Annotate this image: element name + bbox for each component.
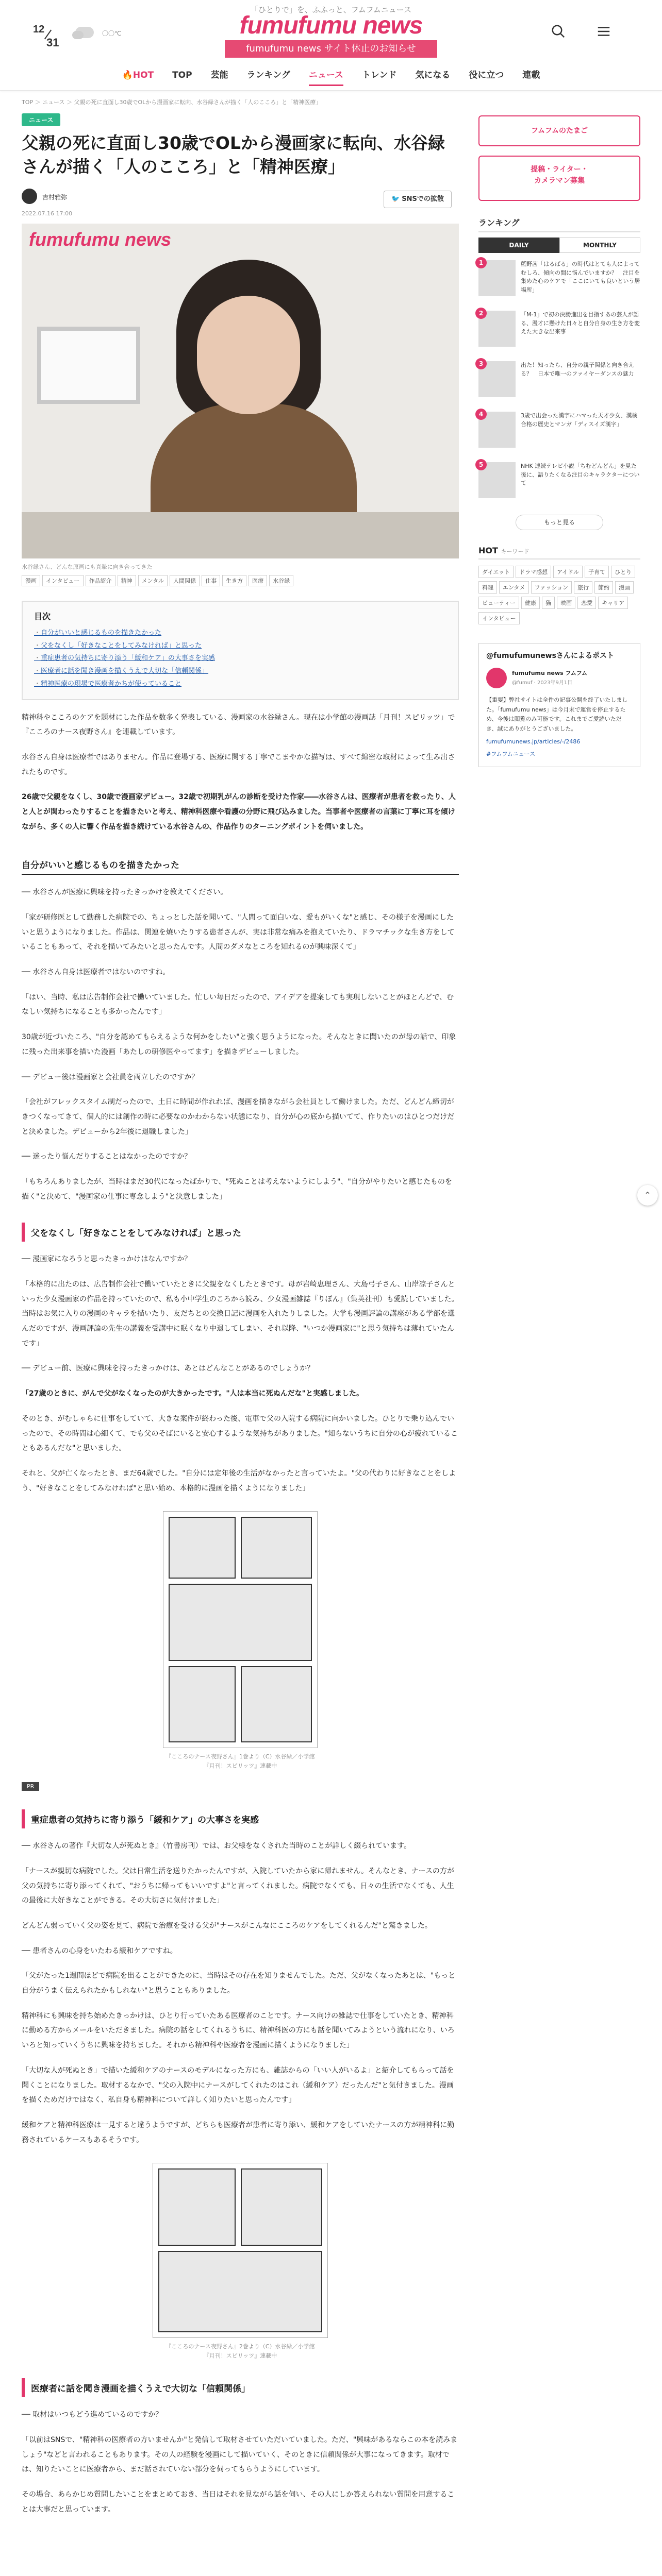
tag[interactable]: 仕事 [202,575,220,586]
keyword-tag[interactable]: ファッション [531,581,572,594]
keyword-tag[interactable]: 映画 [557,597,575,609]
ranking-item[interactable]: 3 出た！知ったら、自分の親子関係と向き合える？ 日本で唯一のファイヤーダンスの魅力 [478,361,640,404]
main-nav [0,66,662,84]
question: ── 水谷さん自身は医療者ではないのですね。 [22,968,170,977]
nav-series[interactable]: 連載 [522,70,540,80]
manga-caption: 『月刊！スピリッツ』連載中 [203,1762,277,1770]
keyword-list [478,566,640,628]
nav-curious[interactable]: 気になる [415,70,451,80]
keyword-tag[interactable]: 猫 [542,597,555,609]
toc-item[interactable]: ・ 自分がいいと感じるものを描きたかった [34,627,446,640]
section-heading: 医療者に話を聞き漫画を描くうえで大切な「信頼関係」 [22,2378,459,2397]
section-heading: 父をなくし「好きなことをしてみなければ」と思った [22,1223,459,1242]
hot-keywords-title: HOT キーワード [478,546,640,560]
paragraph: 「はい、当時、私は広告制作会社で働いていました。忙しい毎日だったので、アイデアを提案しても実現しないことがほとんどで、むなしい気持ちになることも多かったんです」 [22,993,454,1016]
keyword-tag[interactable]: インタビュー [478,612,520,624]
paragraph: 「27歳のときに、がんで父がなくなったのが大きかったです。"人は本当に死ぬんだな"と実感しました。 [22,1389,363,1398]
question: ── 水谷さんが医療に興味を持ったきっかけを教えてください。 [22,888,228,897]
paragraph: 「父がたった1週間ほどで病院を出ることができたのに、当時はその存在を知りませんでした。ただ、父がなくなったあとは、"もっと自分がうまく伝えられたかもしれない"と思うこともありました。 [22,1972,456,1995]
hero-caption: 水谷緑さん、どんな原画にも真摯に向き合ってきた [22,564,153,571]
twitter-icon: 🐦 [391,195,400,204]
tweet-author[interactable]: fumufumu news フムフム @fumuf · 2023年9月1日 [486,668,633,692]
ranking-item[interactable]: 4 3歳で出会った漢字にハマった天才少女、漢検合格の歴史とマンガ「ディスイズ漢字」 [478,412,640,455]
paragraph: 「もちろんありましたが、当時はまだ30代になったばかりで、"死ぬことは考えないようにしよう"、"自分がやりたいと感じたものを描く"と決めて、"漫画家の仕事に専念しよう"と決意しました」 [22,1177,452,1201]
tag[interactable]: 漫画 [22,575,40,586]
paragraph: 「会社がフレックスタイム制だったので、土日に時間が作れれば、漫画を描きながら会社員として働けました。ただ、どんどん締切がきつくなってきて、個人的には創作の時に必要なのかわからない状態になり、自分が心の底から描いてて、作りたいのはひとつだけだと決めました。デビューから2年後に退職しました」 [22,1098,455,1136]
date-month: 12 [33,24,45,35]
question: ── 漫画家になろうと思ったきっかけはなんですか？ [22,1255,192,1264]
keyword-tag[interactable]: 旅行 [574,581,592,594]
nav-top[interactable]: TOP [172,70,192,80]
paragraph: 26歳で父親をなくし、30歳で漫画家デビュー。32歳で初期乳がんの診断を受けた作家――水谷さんは、医療者が患者を救ったり、人と人とが関わったりすることを描きたいと考え、精神科医療や看護の分野に飛び込みました。当事者や医療者の言葉に丁寧に耳を傾けながら、多くの人に響く作品を描き続けている水谷さんの、作品作りのターニングポイントを伺いました。 [22,793,456,831]
keyword-tag[interactable]: キャリア [598,597,628,609]
keyword-tag[interactable]: アイドル [553,566,583,578]
search-icon[interactable] [551,24,566,39]
keyword-tag[interactable]: 料理 [478,581,497,594]
hero-image [22,224,459,558]
sidebar [478,115,640,767]
date-day: 31 [46,36,59,49]
paragraph: 水谷さん自身は医療者ではありません。作品に登場する、医療に関する丁寧でこまやかな描写は、すべて綿密な取材によって生み出されたものです。 [22,753,455,776]
nav-news[interactable]: ニュース [309,66,343,86]
breadcrumb[interactable]: TOP ＞ ニュース ＞ 父親の死に直面し30歳でOLから漫画家に転向、水谷緑さんが描く「人のこころ」と「精神医療」 [22,99,322,106]
section-heading: 重症患者の気持ちに寄り添う「緩和ケア」の大事さを実感 [22,1809,459,1828]
category-badge[interactable]: ニュース [22,113,60,126]
keyword-tag[interactable]: ドラマ感想 [516,566,551,578]
paragraph: 「ナースが親切な病院でした。父は日常生活を送りたかったんですが、入院していたから家に帰れません。そんなとき、ナースの方が父の気持ちに寄り添ってくれて、"おうちに帰ってもいいですよ"と言ってくれました。病院でなくても、日々の生活でなくても、人生の最後に大好きなことができる。その大切さに気付けました」 [22,1867,454,1905]
keyword-tag[interactable]: 健康 [521,597,540,609]
question: ── デビュー後は漫画家と会社員を両立したのですか？ [22,1073,199,1081]
tag[interactable]: 人間関係 [170,575,200,586]
tag[interactable]: 生き方 [222,575,246,586]
pr-badge: PR [22,1782,39,1791]
nav-entertainment[interactable]: 芸能 [210,70,228,80]
manga-caption: 『月刊！スピリッツ』連載中 [203,2352,277,2360]
back-to-top-button[interactable]: ⌃ [637,1185,658,1206]
ranking-item[interactable]: 2 「M-1」で初の決勝進出を目指すあの芸人が語る、漫才に懸けた日々と自分自身の生き方を変えた大きな出来事 [478,311,640,354]
question: ── 迷ったり悩んだりすることはなかったのですか？ [22,1153,192,1161]
paragraph: そのとき、がむしゃらに仕事をしていて、大きな案件が終わった後、電車で父の入院する病院に向かいました。ひとりで乗り込んでいったので、その時間は心細くて、でも父のそばにいると安心するような気持ちがありました。"知らないうちに自分の心が疲れていることもあるんだな"と思いました。 [22,1414,458,1453]
embed-title: @fumufumunewsさんによるポスト [486,652,614,660]
paragraph: 「家が研修医として勤務した病院での、ちょっとした話を聞いて、"人間って面白いな、愛もがいくな"と感じ、その様子を漫画にしたいと思うようになりました。作品は、関連を焼いたりする患者さんが、実は非常な痛みを抱えていたり、ドラマチックな生き方をしていることもあって、それを描いてみたいと思ったんです。人間のダメなところを知れるのが興味深くて」 [22,913,455,952]
paragraph: どんどん弱っていく父の姿を見て、病院で治療を受ける父が"ナースがこんなにこころのケアをしてくれるんだ"と驚きました。 [22,1922,432,1930]
tag-list [22,575,459,588]
tag[interactable]: 医療 [249,575,267,586]
nav-useful[interactable]: 役に立つ [469,70,504,80]
twitter-embed [478,643,640,767]
table-of-contents [22,601,459,700]
question: ── デビュー前、医療に興味を持ったきっかけは、あとはどんなことがあるのでしょうか？ [22,1364,315,1373]
tweet-body: 【重要】弊社サイトは全件の記事公開を終了いたしました。「fumufumu news」は今月末で運営を停止するため、今後は閲覧のみ可能です。これまでご愛読いただき、誠にありがとうございました。 [486,697,628,733]
keyword-tag[interactable]: 節約 [594,581,613,594]
keyword-tag[interactable]: ひとり [611,566,635,578]
author-avatar [22,189,37,204]
tag[interactable]: インタビュー [42,575,84,586]
section-heading: 自分がいいと感じるものを描きたかった [22,855,459,875]
toc-item[interactable]: ・ 医療者に話を聞き漫画を描くうえで大切な「信頼関係」 [34,665,446,678]
keyword-tag[interactable]: 子育て [585,566,609,578]
ranking-tabs [478,238,640,253]
ranking-item[interactable]: 5 NHK 連続テレビ小説「ちむどんどん」を見た後に、語りたくなる注目のキャラクターについて [478,462,640,505]
keyword-tag[interactable]: 漫画 [615,581,634,594]
more-button[interactable]: もっと見る [516,515,603,530]
manga-caption: 『こころのナース夜野さん』2巻より（C）水谷緑／小学館 [166,2343,315,2350]
tweet-hashtag[interactable]: #フムフムニュース [486,751,536,758]
article-title: 父親の死に直面し30歳でOLから漫画家に転向、水谷緑さんが描く「人のこころ」と「精神医療」 [22,133,445,177]
tab-daily[interactable]: DAILY [478,238,559,253]
tag[interactable]: 作品紹介 [86,575,115,586]
ranking-item[interactable]: 1 藍野茜「はるばる」の時代はとても人によってむしろ、傾向の間に悩んでいますか？ 注目を集めた心のケアで「ここにいても良いという居場所」 [478,260,640,303]
nav-hot[interactable]: 🔥HOT [122,70,154,80]
paragraph: 精神科にも興味を持ち始めたきっかけは、ひとり行っていたある医療者のことです。ナース向けの雑誌で仕事をしていたとき、精神科に勤める方からメールをいただきました。病院の話をしてくれるうちに、精神科医の方にも話を聞いてみようという流れになり、いろいろと知っていくうちに興味を持ちました。それから精神科や医療者を漫画に描くようになりました」 [22,2011,455,2050]
paragraph: 「大切な人が死ぬとき」で描いた緩和ケアのナースのモデルになった方にも、雑誌からの「いい人がいるよ」と紹介してもらって話を聞くことになりました。取材するなかで、"父の入院中にナースがしてくれたのはこれ（緩和ケア）だったんだ"と気付きました。漫画を描くためだけではなく、私自身も精神科について詳しく知りたいと思ったんです」 [22,2066,454,2105]
paragraph: その場合、あらかじめ質問したいことをまとめておき、当日はそれを見ながら話を伺い、その人にしか答えられない質問を用意することは大事だと思っています。 [22,2490,455,2514]
nav-trend[interactable]: トレンド [361,70,397,80]
site-logo[interactable]: fumufumu news [239,12,423,39]
paragraph: 「以前はSNSで、"精神科の医療者の方いませんか"と発信して取材させていただいていました。ただ、"興味があるならこの本を読みましょう"などと言われることもあります。その人の経験を漫画にして描いていく、そのときに信頼関係が大事になってきます。取材では、知りたいことに医療者から、まだ話されていない部分を伺ってもらうようにしています。 [22,2435,458,2474]
article-main [22,113,459,2517]
keyword-tag[interactable]: ビューティー [478,597,519,609]
recruit-button[interactable]: 提稿・ライター・ カメラマン募集 [478,156,640,201]
site-header [0,0,662,91]
share-button[interactable]: 🐦 SNSでの拡散 [384,191,452,208]
avatar [486,668,507,688]
keyword-tag[interactable]: 恋愛 [577,597,596,609]
hero-brand: fumufumu news [29,229,171,250]
site-tagline: 「ひとりで」を、ふふっと、フムフムニュース [250,5,412,14]
question: ── 水谷さんの著作『大切な人が死ぬとき』（竹書房刊）では、お父様をなくされた当時のことが詳しく綴られています。 [22,1842,411,1851]
toc-item[interactable]: ・ 精神医療の現場で医療者かちが使っていること [34,678,446,691]
paragraph: 精神科やこころのケアを題材にした作品を数多く発表している、漫画家の水谷緑さん。現在は小学館の漫画誌「月刊！スピリッツ」で『こころのナース夜野さん』を連載しています。 [22,713,455,737]
paragraph: 緩和ケアと精神科医療は一見すると違うようですが、どちらも医療者が患者に寄り添い、緩和ケアをしていたナースの方が精神科に勤務されているケースもあるそうです。 [22,2121,455,2144]
keyword-tag[interactable]: エンタメ [499,581,529,594]
menu-icon[interactable] [596,24,611,39]
tag[interactable]: 水谷緑 [269,575,293,586]
paragraph: それと、父が亡くなったとき、まだ64歳でした。"自分には定年後の生活がなかったと言っていたよ。"父の代わりに好きなことをしよう、"好きなことをしてみなければ"と思い始め、本格的に漫画を描くようになりました」 [22,1469,456,1493]
monitor [37,327,140,404]
notice-banner[interactable]: fumufumu news サイト休止のお知らせ [225,40,437,58]
nav-ranking[interactable]: ランキング [246,70,290,80]
tag[interactable]: メンタル [138,575,168,586]
question: ── 取材はいつもどう進めているのですか？ [22,2411,163,2419]
paragraph: 30歳が近づいたころ、"自分を認めてもらえるような何かをしたい"と強く思うようになった。そんなときに聞いたのが母の話で、印象に残った出来事を描いた漫画「あたしの研修医やってます」を描きデビューしました。 [22,1033,456,1056]
manga-image [153,2163,328,2338]
ranking-title: ランキング [478,216,640,232]
publish-date: 2022.07.16 17:00 [22,210,73,217]
paragraph: 「本格的に出たのは、広告制作会社で働いていたときに父親をなくしたときです。母が岩崎恵理さん、大島弓子さん、山岸凉子さんといった少女漫画家の作品を持っていたので、私も小中学生のころから読み、少女漫画雑誌『りぼん』（集英社刊）も愛読していました。当時はお気に入りの漫画のキャラを描いたり、友だちとの交換日記に漫画を入れたりしました。大学も漫画評論の講座がある学部を選んだのですが、漫画評論の先生の講義を受講中に眠くなり中退してしまい、それ以降、"いつか漫画家に"と思う気持ちは薄れていたんです」 [22,1280,459,1348]
tag[interactable]: 精神 [118,575,136,586]
tweet-link[interactable]: fumufumunews.jp/articles/-/2486 [486,738,581,745]
author-row [22,185,459,224]
toc-title: 目次 [34,612,51,622]
question: ── 患者さんの心身をいたわる緩和ケアですね。 [22,1946,177,1955]
manga-image [163,1511,318,1748]
manga-caption: 『こころのナース夜野さん』1巻より（C）水谷緑／小学館 [166,1753,315,1760]
toc-item[interactable]: ・ 重症患者の気持ちに寄り添う「緩和ケア」の大事さを実感 [34,652,446,665]
weather-text: 〇〇℃ [102,30,122,37]
tab-monthly[interactable]: MONTHLY [559,238,640,253]
tamago-button[interactable]: フムフムのたまご [478,115,640,146]
keyword-tag[interactable]: ダイエット [478,566,514,578]
author-name[interactable]: 吉村雅弥 [42,194,68,201]
toc-item[interactable]: ・ 父をなくし「好きなことをしてみなければ」と思った [34,640,446,653]
